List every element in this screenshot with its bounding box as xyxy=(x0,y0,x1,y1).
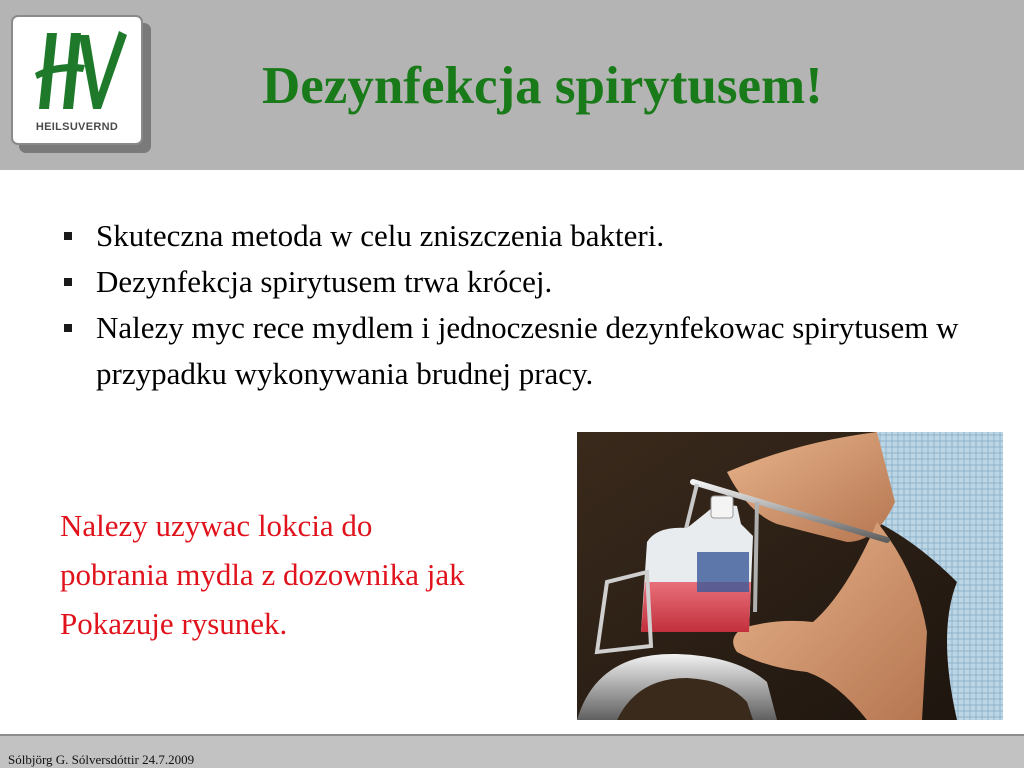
square-bullet-icon xyxy=(64,278,72,286)
slide-title: Dezynfekcja spirytusem! xyxy=(262,57,823,115)
bullet-text: Nalezy myc rece mydlem i jednoczesnie dezynfekowac spirytusem w przypadku wykonywania brudnej pracy. xyxy=(96,310,959,391)
square-bullet-icon xyxy=(64,232,72,240)
square-bullet-icon xyxy=(64,324,72,332)
hv-monogram-icon xyxy=(27,25,127,121)
footer-author-date: Sólbjörg G. Sólversdóttir 24.7.2009 xyxy=(8,752,195,767)
bullet-item xyxy=(60,305,980,397)
dispenser-illustration xyxy=(577,432,1003,720)
dispenser-photo xyxy=(577,432,1003,720)
note-line: pobrania mydla z dozownika jak xyxy=(60,557,465,592)
bullet-list xyxy=(60,213,980,397)
note-line: Nalezy uzywac lokcia do xyxy=(60,508,373,543)
logo-text: HEILSUVERND xyxy=(35,121,119,133)
bullet-text: Skuteczna metoda w celu zniszczenia bakteri. xyxy=(96,218,665,253)
bullet-item xyxy=(60,259,980,305)
note-line: Pokazuje rysunek. xyxy=(60,606,288,641)
footer xyxy=(0,736,1024,768)
bullet-text: Dezynfekcja spirytusem trwa krócej. xyxy=(96,264,553,299)
elbow-usage-note xyxy=(60,501,580,648)
bullet-item xyxy=(60,213,980,259)
heilsuvernd-logo xyxy=(11,15,143,145)
